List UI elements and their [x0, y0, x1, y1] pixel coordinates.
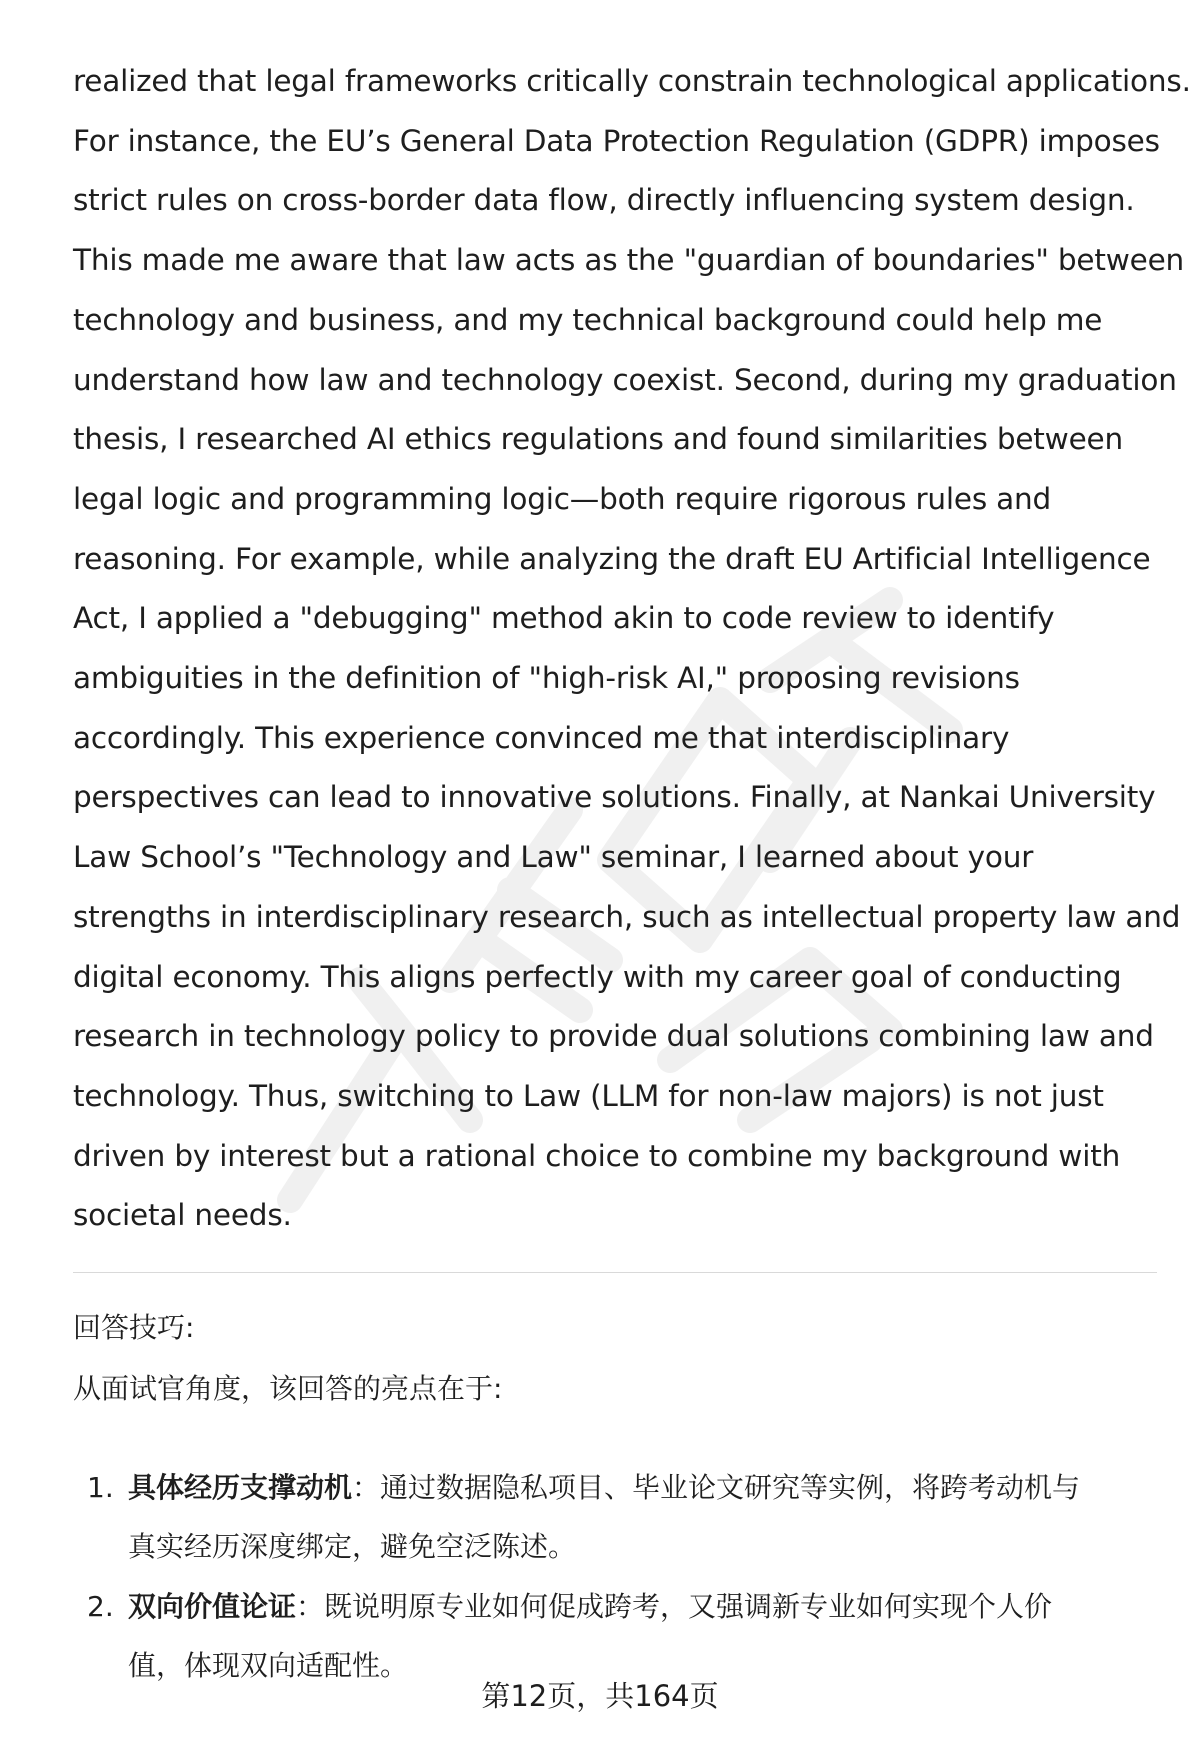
body-line: accordingly. This experience convinced me that interdisciplinary — [73, 720, 1010, 755]
body-line: realized that legal frameworks critically constrain technological applications. — [73, 64, 1191, 98]
tips-item-title: 双向价值论证 — [128, 1590, 297, 1623]
body-paragraph — [73, 52, 1191, 1246]
tips-heading: 回答技巧: — [73, 1311, 195, 1344]
body-line: For instance, the EU’s General Data Protection Regulation (GDPR) imposes — [73, 123, 1160, 158]
tips-list-item — [73, 1458, 1173, 1576]
tips-item-line — [128, 1577, 1173, 1636]
tips-intro: 从面试官角度，该回答的亮点在于: — [73, 1372, 503, 1405]
body-line: perspectives can lead to innovative solutions. Finally, at Nankai University — [73, 780, 1156, 815]
tips-item-line: 真实经历深度绑定，避免空泛陈述。 — [128, 1530, 577, 1563]
body-line: ambiguities in the definition of "high-risk AI," proposing revisions — [73, 661, 1020, 696]
body-line: legal logic and programming logic—both require rigorous rules and — [73, 481, 1052, 516]
section-divider — [73, 1272, 1157, 1273]
list-number: 1. — [87, 1471, 114, 1504]
tips-item-line: 值，体现双向适配性。 — [128, 1649, 409, 1682]
page-footer: 第12页，共164页 — [481, 1679, 719, 1713]
body-line: strict rules on cross-border data flow, directly influencing system design. — [73, 183, 1135, 218]
list-number: 2. — [87, 1590, 114, 1623]
tips-list — [73, 1458, 1173, 1696]
body-line: Act, I applied a "debugging" method akin to code review to identify — [73, 601, 1055, 636]
body-line: digital economy. This aligns perfectly with my career goal of conducting — [73, 959, 1122, 994]
tips-item-text: ：既说明原专业如何促成跨考，又强调新专业如何实现个人价 — [296, 1590, 1053, 1623]
body-line: reasoning. For example, while analyzing the draft EU Artificial Intelligence — [73, 541, 1151, 576]
body-line: thesis, I researched AI ethics regulations and found similarities between — [73, 422, 1123, 457]
body-line: This made me aware that law acts as the "guardian of boundaries" between — [73, 243, 1185, 278]
tips-item-title: 具体经历支撑动机 — [128, 1471, 353, 1504]
body-line: research in technology policy to provide dual solutions combining law and — [73, 1019, 1154, 1054]
body-line: technology. Thus, switching to Law (LLM for non-law majors) is not just — [73, 1078, 1104, 1113]
body-line: understand how law and technology coexist. Second, during my graduation — [73, 362, 1177, 397]
body-line: driven by interest but a rational choice to combine my background with — [73, 1138, 1121, 1173]
body-line: societal needs. — [73, 1198, 292, 1233]
tips-item-text: ：通过数据隐私项目、毕业论文研究等实例，将跨考动机与 — [352, 1471, 1081, 1504]
body-line: Law School’s "Technology and Law" seminar, I learned about your — [73, 840, 1034, 875]
body-line: technology and business, and my technical background could help me — [73, 302, 1103, 337]
tips-item-line — [128, 1458, 1173, 1517]
body-line: strengths in interdisciplinary research, such as intellectual property law and — [73, 899, 1181, 934]
